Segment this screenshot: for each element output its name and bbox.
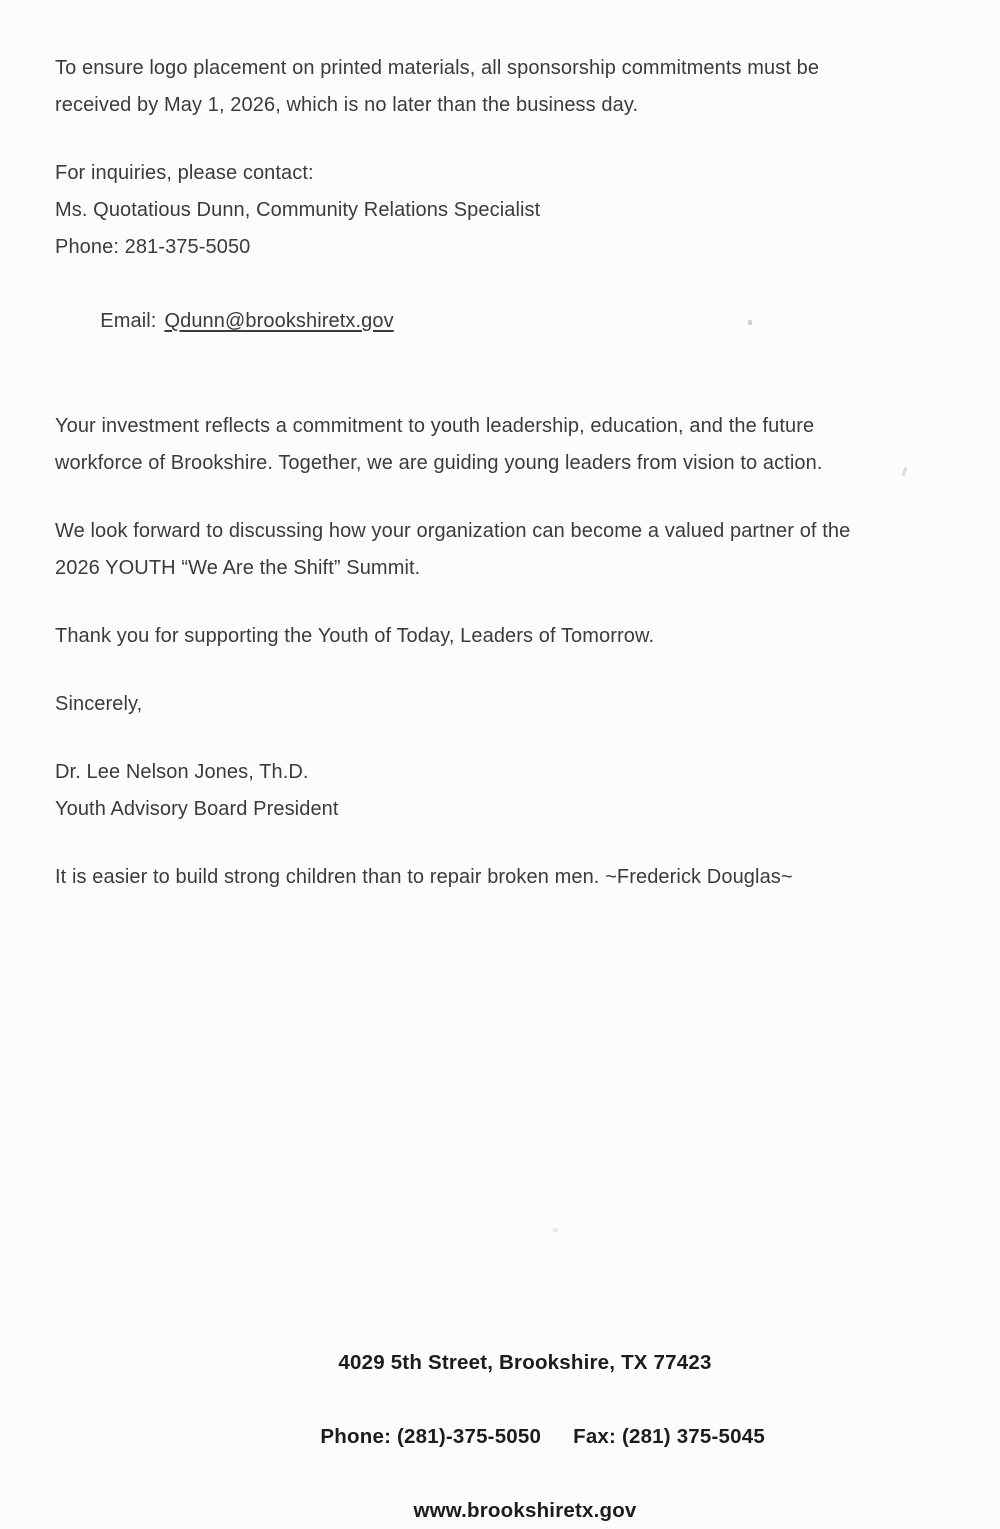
text-line: Sincerely, (55, 693, 143, 715)
letterhead-footer (50, 1344, 1000, 1529)
text-line: received by May 1, 2026, which is no later than the business day. (55, 94, 639, 116)
text-line: workforce of Brookshire. Together, we are guiding young leaders from vision to action. (55, 452, 823, 474)
scan-artifact (553, 1228, 558, 1232)
text-line: To ensure logo placement on printed materials, all sponsorship commitments must be (55, 57, 820, 79)
signature-block (55, 754, 850, 828)
footer-website: www.brookshiretx.gov (413, 1499, 637, 1522)
text-line: Thank you for supporting the Youth of Today, Leaders of Tomorrow. (55, 625, 655, 647)
paragraph-partner (55, 513, 850, 587)
scan-artifact (748, 320, 752, 325)
email-label: Email: (100, 310, 157, 332)
paragraph-investment (55, 408, 850, 482)
paragraph-thanks (55, 618, 850, 655)
text-line: It is easier to build strong children than to repair broken men. ~Frederick Douglas~ (55, 866, 793, 888)
scan-artifact (902, 467, 908, 476)
contact-block (55, 155, 850, 377)
contact-heading: For inquiries, please contact: (55, 162, 314, 184)
footer-phone: Phone: (281)-375-5050 (320, 1425, 542, 1448)
contact-name: Ms. Quotatious Dunn, Community Relations Specialist (55, 199, 541, 221)
footer-fax: Fax: (281) 375-5045 (573, 1425, 765, 1448)
quote-line (55, 859, 850, 896)
closing (55, 686, 850, 723)
footer-address: 4029 5th Street, Brookshire, TX 77423 (338, 1351, 712, 1374)
letter-body (55, 50, 850, 927)
footer-phone-fax-line (50, 1381, 1000, 1492)
paragraph-deadline (55, 50, 850, 124)
email-link: Qdunn@brookshiretx.gov (164, 310, 394, 332)
contact-phone: Phone: 281-375-5050 (55, 236, 251, 258)
text-line: We look forward to discussing how your organization can become a valued partner of the (55, 520, 851, 542)
text-line: 2026 YOUTH “We Are the Shift” Summit. (55, 557, 421, 579)
signature-name: Dr. Lee Nelson Jones, Th.D. (55, 761, 309, 783)
contact-email-line (55, 266, 850, 377)
text-line: Your investment reflects a commitment to youth leadership, education, and the future (55, 415, 815, 437)
signature-title: Youth Advisory Board President (55, 798, 339, 820)
